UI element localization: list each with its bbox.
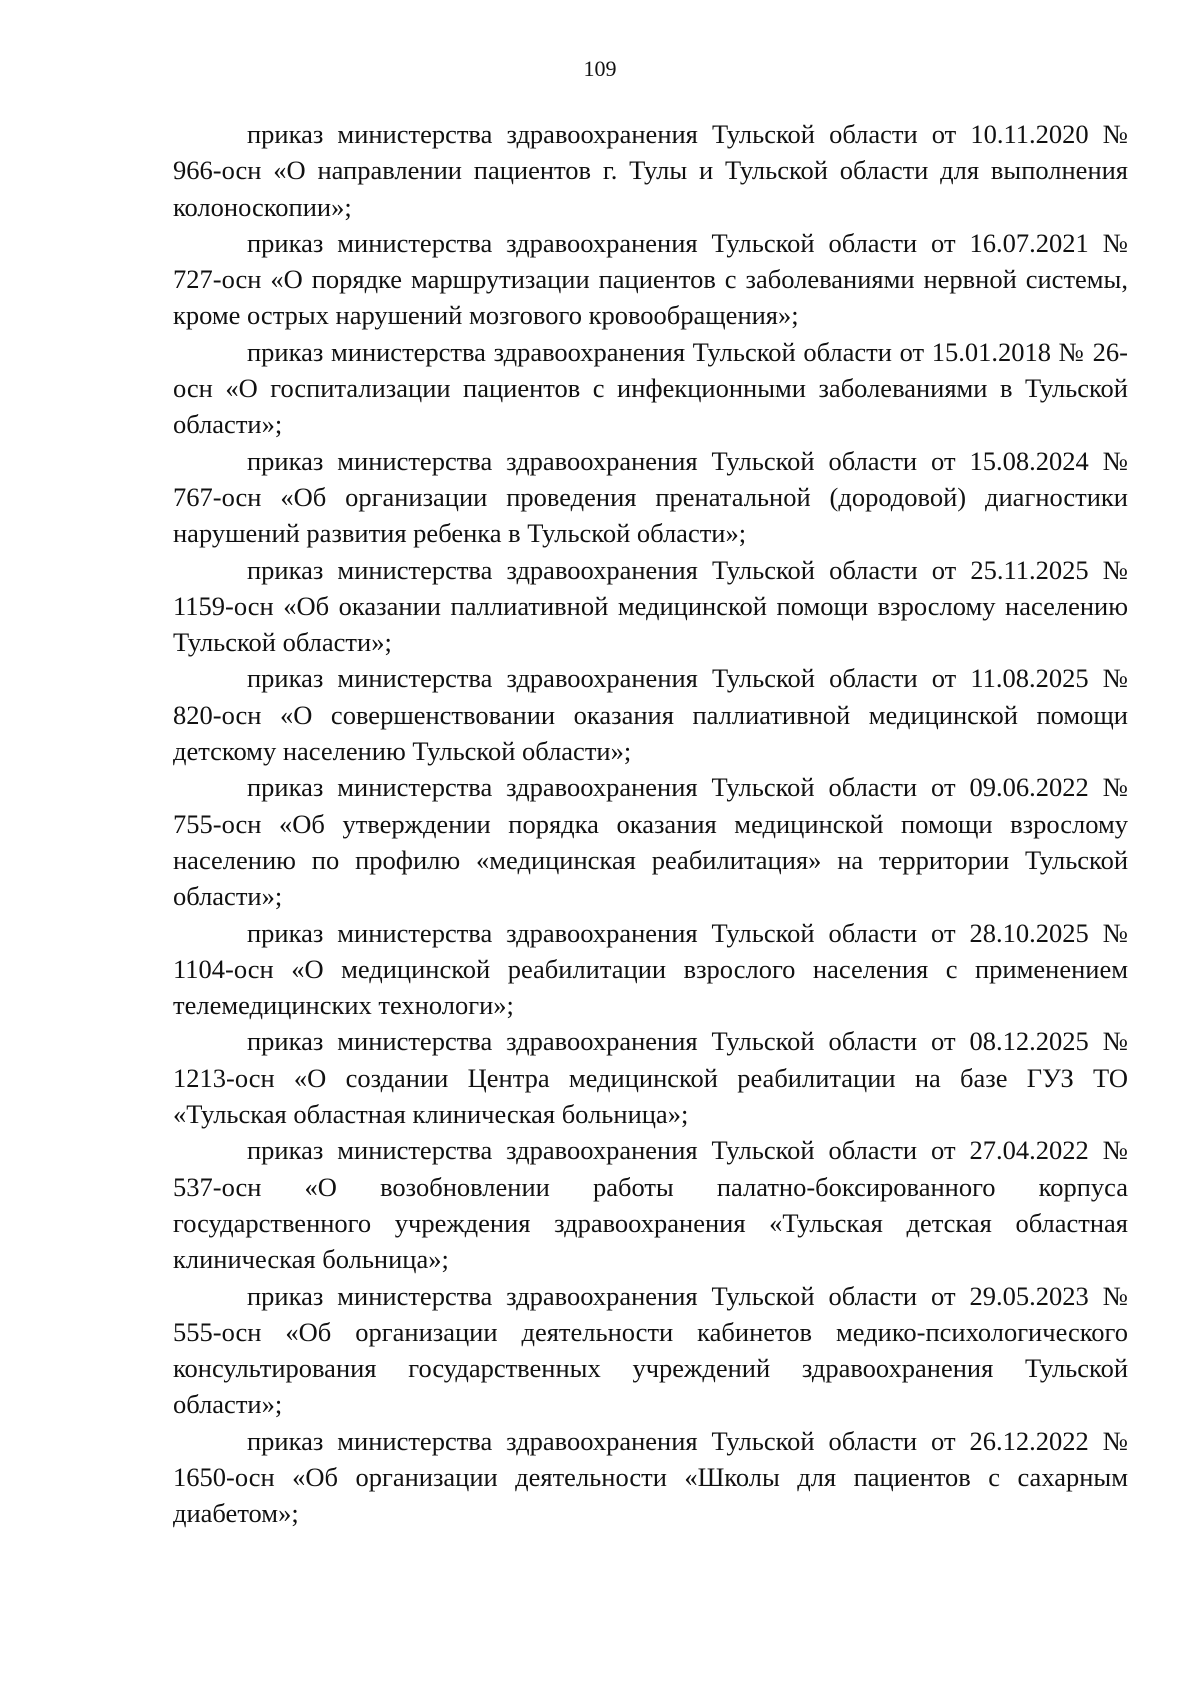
order-entry: приказ министерства здравоохранения Тульской области от 28.10.2025 № 1104-осн «О медицинской реабилитации взрослого населения с применением телемедицинских технологи»; (173, 917, 1128, 1021)
order-entry: приказ министерства здравоохранения Тульской области от 09.06.2022 № 755-осн «Об утверждении порядка оказания медицинской помощи взрослому населению по профилю «медицинская реабилитация» на территории Тульской области»; (173, 772, 1128, 912)
order-entry: приказ министерства здравоохранения Тульской области от 15.01.2018 № 26-осн «О госпитализации пациентов с инфекционными заболеваниями в Тульской области»; (173, 336, 1128, 440)
order-entry: приказ министерства здравоохранения Тульской области от 08.12.2025 № 1213-осн «О создании Центра медицинской реабилитации на базе ГУЗ ТО «Тульская областная клиническая больница»; (173, 1026, 1128, 1130)
order-entry: приказ министерства здравоохранения Тульской области от 11.08.2025 № 820-осн «О совершенствовании оказания паллиативной медицинской помощи детскому населению Тульской области»; (173, 663, 1128, 767)
order-entry: приказ министерства здравоохранения Тульской области от 15.08.2024 № 767-осн «Об организации проведения пренатальной (дородовой) диагностики нарушений развития ребенка в Тульской области»; (173, 445, 1128, 549)
order-entry: приказ министерства здравоохранения Тульской области от 25.11.2025 № 1159-осн «Об оказании паллиативной медицинской помощи взрослому населению Тульской области»; (173, 554, 1128, 658)
document-body (173, 116, 1128, 1532)
order-entry: приказ министерства здравоохранения Тульской области от 16.07.2021 № 727-осн «О порядке маршрутизации пациентов с заболеваниями нервной системы, кроме острых нарушений мозгового кровообращения»; (173, 227, 1128, 331)
order-entry: приказ министерства здравоохранения Тульской области от 10.11.2020 № 966-осн «О направлении пациентов г. Тулы и Тульской области для выполнения колоноскопии»; (173, 119, 1128, 222)
order-entry: приказ министерства здравоохранения Тульской области от 26.12.2022 № 1650-осн «Об организации деятельности «Школы для пациентов с сахарным диабетом»; (173, 1425, 1128, 1529)
order-entry: приказ министерства здравоохранения Тульской области от 29.05.2023 № 555-осн «Об организации деятельности кабинетов медико-психологического консультирования государственных учреждений здравоохранения Тульской области»; (173, 1280, 1128, 1420)
page-number: 109 (583, 56, 617, 81)
order-entry: приказ министерства здравоохранения Тульской области от 27.04.2022 № 537-осн «О возобновлении работы палатно-боксированного корпуса государственного учреждения здравоохранения «Тульская детская областная клиническая больница»; (173, 1135, 1128, 1275)
